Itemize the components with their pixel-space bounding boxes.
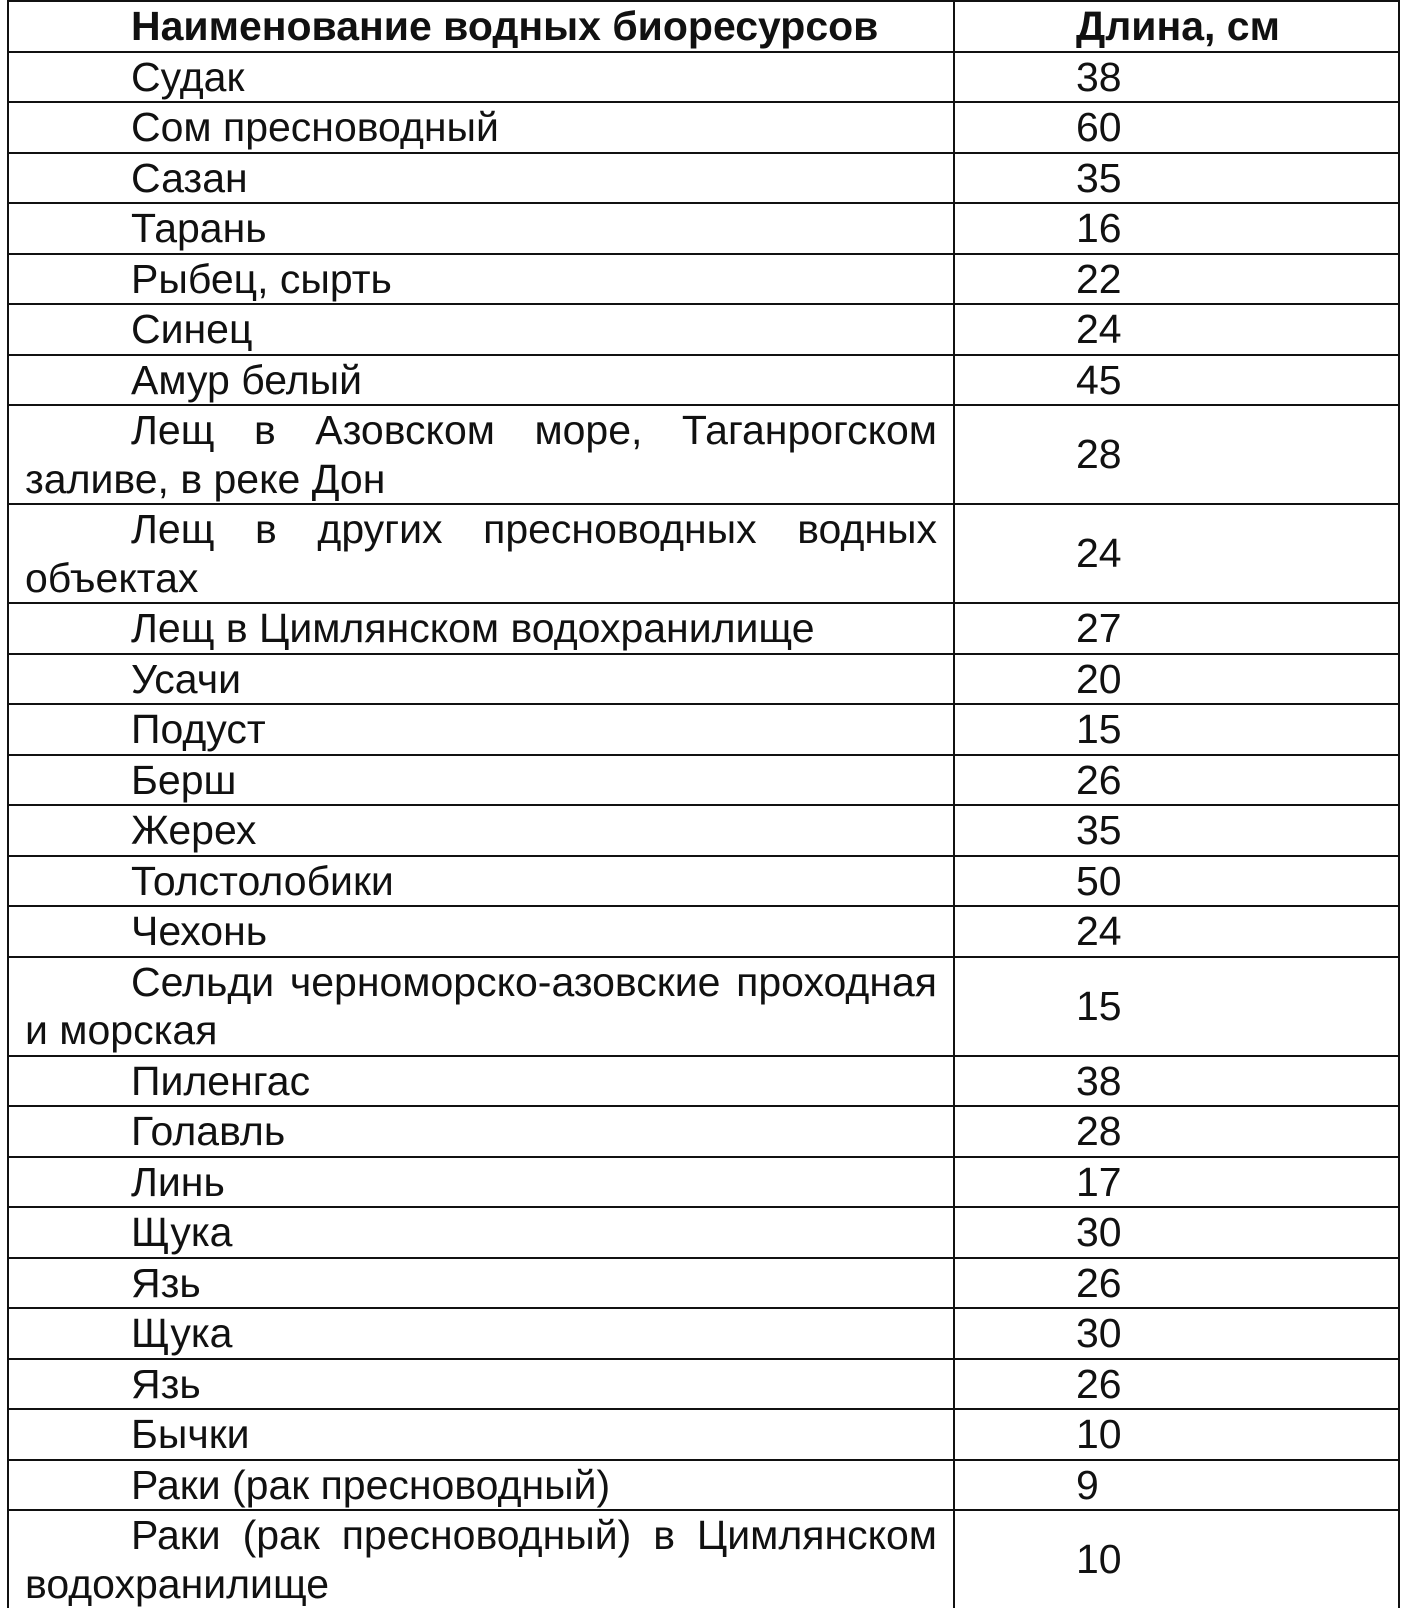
row-name: Усачи	[8, 654, 954, 705]
row-name: Амур белый	[8, 355, 954, 406]
row-length: 38	[954, 1056, 1399, 1107]
table-row	[8, 504, 1399, 603]
table-row	[8, 355, 1399, 406]
row-name: Пиленгас	[8, 1056, 954, 1107]
row-name: Тарань	[8, 203, 954, 254]
row-length: 50	[954, 856, 1399, 907]
row-name: Рыбец, сырть	[8, 254, 954, 305]
row-length: 22	[954, 254, 1399, 305]
table-row	[8, 1258, 1399, 1309]
row-length: 15	[954, 704, 1399, 755]
row-length: 16	[954, 203, 1399, 254]
row-length: 26	[954, 1258, 1399, 1309]
row-name: Щука	[8, 1308, 954, 1359]
row-length: 60	[954, 102, 1399, 153]
table-row	[8, 704, 1399, 755]
row-name: Щука	[8, 1207, 954, 1258]
table-row	[8, 755, 1399, 806]
header-length: Длина, см	[954, 1, 1399, 52]
row-length: 26	[954, 755, 1399, 806]
table-row	[8, 1359, 1399, 1410]
table-row	[8, 1157, 1399, 1208]
row-name: Судак	[8, 52, 954, 103]
row-name: Жерех	[8, 805, 954, 856]
row-length: 20	[954, 654, 1399, 705]
table-row	[8, 957, 1399, 1056]
table-row	[8, 856, 1399, 907]
table-row	[8, 102, 1399, 153]
table-row	[8, 654, 1399, 705]
fish-length-table-wrapper	[7, 0, 1398, 1608]
row-name: Сом пресноводный	[8, 102, 954, 153]
table-row	[8, 52, 1399, 103]
table-row	[8, 1308, 1399, 1359]
row-length: 35	[954, 153, 1399, 204]
row-length: 9	[954, 1460, 1399, 1511]
row-name: Толстолобики	[8, 856, 954, 907]
row-length: 24	[954, 906, 1399, 957]
table-row	[8, 1056, 1399, 1107]
row-length: 28	[954, 1106, 1399, 1157]
row-name: Язь	[8, 1359, 954, 1410]
table-row	[8, 1106, 1399, 1157]
row-name: Язь	[8, 1258, 954, 1309]
row-name: Чехонь	[8, 906, 954, 957]
table-row	[8, 203, 1399, 254]
table-row	[8, 1460, 1399, 1511]
row-name: Бычки	[8, 1409, 954, 1460]
row-length: 17	[954, 1157, 1399, 1208]
row-length: 10	[954, 1409, 1399, 1460]
row-name: Раки (рак пресноводный) в Цимлянском водохранилище	[8, 1510, 954, 1608]
row-length: 24	[954, 504, 1399, 603]
row-name: Сазан	[8, 153, 954, 204]
row-name: Синец	[8, 304, 954, 355]
row-length: 15	[954, 957, 1399, 1056]
row-name: Подуст	[8, 704, 954, 755]
row-length: 38	[954, 52, 1399, 103]
row-length: 30	[954, 1207, 1399, 1258]
table-row	[8, 304, 1399, 355]
row-length: 35	[954, 805, 1399, 856]
table-row	[8, 805, 1399, 856]
row-name: Линь	[8, 1157, 954, 1208]
row-length: 10	[954, 1510, 1399, 1608]
row-name: Лещ в других пресноводных водных объектах	[8, 504, 954, 603]
table-header-row	[8, 1, 1399, 52]
table-row	[8, 405, 1399, 504]
table-row	[8, 906, 1399, 957]
row-name: Сельди черноморско-азовские проходная и морская	[8, 957, 954, 1056]
table-row	[8, 254, 1399, 305]
row-name: Голавль	[8, 1106, 954, 1157]
table-row	[8, 1207, 1399, 1258]
row-length: 24	[954, 304, 1399, 355]
row-length: 30	[954, 1308, 1399, 1359]
row-length: 26	[954, 1359, 1399, 1410]
row-length: 28	[954, 405, 1399, 504]
row-name: Берш	[8, 755, 954, 806]
row-name: Раки (рак пресноводный)	[8, 1460, 954, 1511]
fish-length-table	[7, 0, 1400, 1608]
table-row	[8, 1510, 1399, 1608]
row-length: 45	[954, 355, 1399, 406]
header-name: Наименование водных биоресурсов	[8, 1, 954, 52]
table-row	[8, 153, 1399, 204]
row-length: 27	[954, 603, 1399, 654]
row-name: Лещ в Цимлянском водохранилище	[8, 603, 954, 654]
row-name: Лещ в Азовском море, Таганрогском заливе, в реке Дон	[8, 405, 954, 504]
table-row	[8, 603, 1399, 654]
table-row	[8, 1409, 1399, 1460]
